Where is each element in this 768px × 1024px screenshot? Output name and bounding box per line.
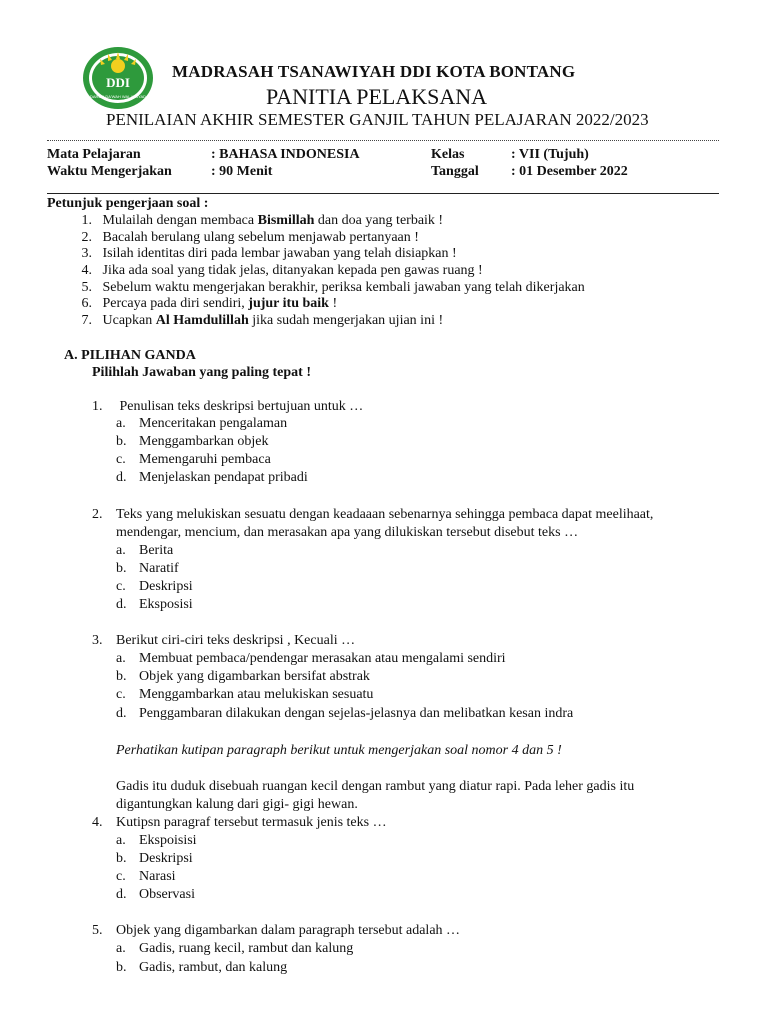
logo-subtext: DARUD DA'WAH WAL IRSYAD [89, 94, 147, 99]
q3-option-c: c. Menggambarkan atau melukiskan sesuatu [116, 687, 374, 702]
logo-text: DDI [106, 75, 130, 90]
q1-option-b: b. Menggambarkan objek [116, 434, 269, 449]
q4-option-d: d. Observasi [116, 887, 195, 902]
committee-title: PANITIA PELAKSANA [266, 84, 488, 109]
q4-option-c: c. Narasi [116, 869, 176, 884]
instruction-item: 1. Mulailah dengan membaca Bismillah dan doa yang terbaik ! [81, 213, 444, 228]
school-logo [82, 46, 154, 110]
class-value: : VII (Tujuh) [511, 147, 589, 162]
instructions-list [47, 213, 585, 330]
instruction-item: 4. Jika ada soal yang tidak jelas, ditanyakan kepada pen gawas ruang ! [81, 263, 483, 279]
q2-option-a: a. Berita [116, 543, 174, 558]
passage-note: Perhatikan kutipan paragraph berikut untuk mengerjakan soal nomor 4 dan 5 ! [116, 743, 562, 758]
passage-line-1: Gadis itu duduk disebuah ruangan kecil dengan rambut yang diatur rapi. Pada leher gadis itu [116, 779, 635, 794]
q5-option-a: a. Gadis, ruang kecil, rambut dan kalung [116, 941, 354, 956]
q3-option-b: b. Objek yang digambarkan bersifat abstrak [116, 669, 370, 684]
q4-option-b: b. Deskripsi [116, 851, 193, 866]
question-4: 4. Kutipsn paragraf tersebut termasuk jenis teks … [92, 815, 387, 830]
q5-option-b: b. Gadis, rambut, dan kalung [116, 960, 288, 975]
section-title: A. PILIHAN GANDA [64, 348, 196, 363]
instruction-item: 2. Bacalah berulang ulang sebelum menjawab pertanyaan ! [81, 229, 419, 245]
q2-option-c: c. Deskripsi [116, 579, 193, 594]
q1-option-a: a. Menceritakan pengalaman [116, 416, 288, 431]
info-divider [47, 193, 719, 194]
class-label: Kelas [431, 147, 465, 162]
q2-option-d: d. Eksposisi [116, 597, 193, 612]
question-1: 1. Penulisan teks deskripsi bertujuan untuk … [92, 399, 364, 414]
q2-option-b: b. Naratif [116, 561, 179, 576]
instruction-item: 7. Ucapkan Al Hamdulillah jika sudah mengerjakan ujian ini ! [81, 313, 444, 329]
question-2-cont: mendengar, mencium, dan merasakan apa yang dilukiskan tersebut disebut teks … [116, 525, 579, 540]
time-label: Waktu Mengerjakan [47, 164, 172, 179]
q3-option-a: a. Membuat pembaca/pendengar merasakan atau mengalami sendiri [116, 651, 506, 666]
school-name: MADRASAH TSANAWIYAH DDI KOTA BONTANG [172, 62, 576, 81]
passage-line-2: digantungkan kalung dari gigi- gigi hewan. [116, 797, 358, 812]
question-5: 5. Objek yang digambarkan dalam paragraph tersebut adalah … [92, 923, 461, 938]
q1-option-d: d. Menjelaskan pendapat pribadi [116, 470, 308, 485]
instruction-item: 6. Percaya pada diri sendiri, jujur itu baik ! [81, 296, 338, 312]
exam-title: PENILAIAN AKHIR SEMESTER GANJIL TAHUN PELAJARAN 2022/2023 [106, 110, 649, 129]
q4-option-a: a. Ekspoisisi [116, 833, 197, 848]
date-value: : 01 Desember 2022 [511, 164, 628, 179]
subject-label: Mata Pelajaran [47, 147, 141, 162]
instructions-title: Petunjuk pengerjaan soal : [47, 196, 209, 211]
question-2: 2. Teks yang melukiskan sesuatu dengan keadaaan sebenarnya sehingga pembaca dapat meelihaat, [92, 507, 654, 522]
subject-value: : BAHASA INDONESIA [211, 147, 360, 162]
section-instruction: Pilihlah Jawaban yang paling tepat ! [92, 365, 311, 380]
date-label: Tanggal [431, 164, 479, 179]
instruction-item: 5. Sebelum waktu mengerjakan berakhir, periksa kembali jawaban yang telah dikerjakan [81, 279, 585, 295]
q3-option-d: d. Penggambaran dilakukan dengan sejelas-jelasnya dan melibatkan kesan indra [116, 706, 574, 721]
instruction-item: 3. Isilah identitas diri pada lembar jawaban yang telah disiapkan ! [81, 246, 457, 262]
time-value: : 90 Menit [211, 164, 273, 179]
q1-option-c: c. Memengaruhi pembaca [116, 452, 271, 467]
header-divider-dotted [47, 140, 719, 141]
question-3: 3. Berikut ciri-ciri teks deskripsi , Kecuali … [92, 633, 356, 648]
